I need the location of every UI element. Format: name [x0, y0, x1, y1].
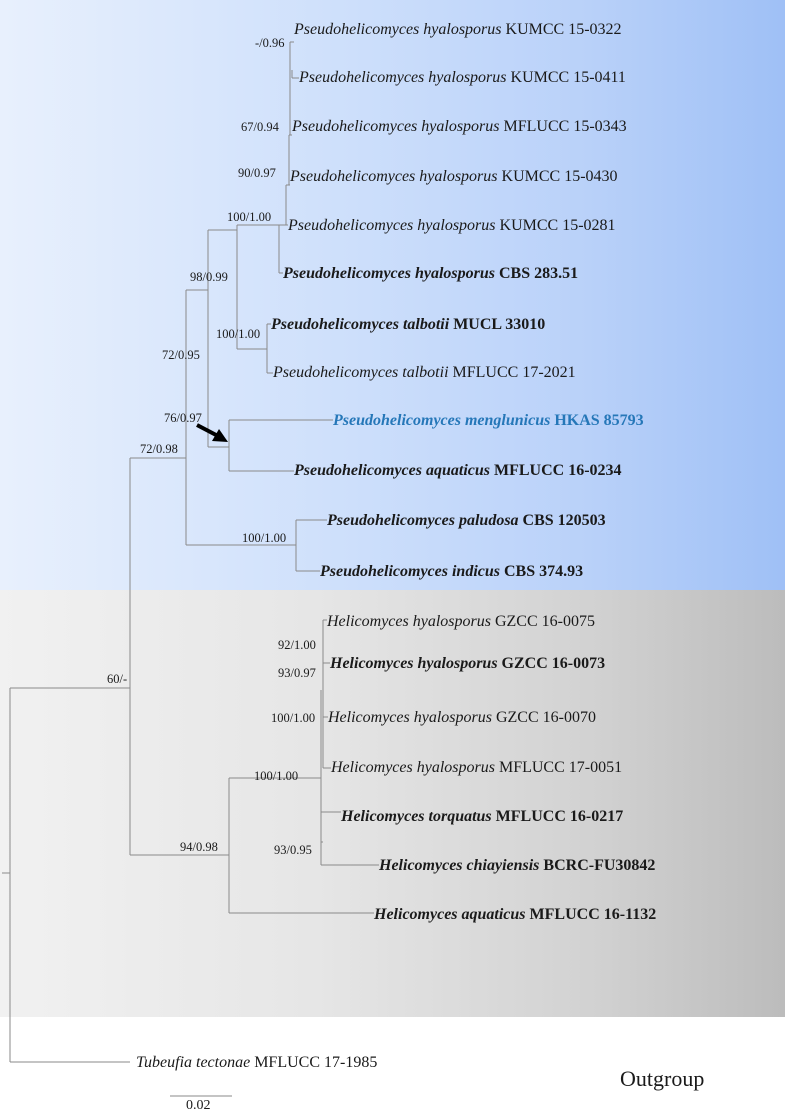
taxon-label: Helicomyces hyalosporus GZCC 16-0073: [330, 655, 606, 672]
support-value: 72/0.98: [140, 442, 178, 456]
taxon-label: Pseudohelicomyces hyalosporus CBS 283.51: [283, 265, 579, 282]
taxon-label: Pseudohelicomyces talbotii MUCL 33010: [271, 316, 546, 333]
taxon-label: Helicomyces torquatus MFLUCC 16-0217: [341, 808, 624, 825]
support-value: 93/0.97: [278, 666, 316, 680]
support-value: 60/-: [107, 672, 128, 686]
support-value: 67/0.94: [241, 120, 279, 134]
support-value: 92/1.00: [278, 638, 316, 652]
support-value: 90/0.97: [238, 166, 276, 180]
taxon-label: Pseudohelicomyces talbotii MFLUCC 17-2021: [273, 364, 576, 381]
support-value: 100/1.00: [271, 711, 316, 725]
support-value: 98/0.99: [190, 270, 228, 284]
taxon-label: Pseudohelicomyces hyalosporus MFLUCC 15-0343: [292, 118, 627, 135]
support-value: 100/1.00: [242, 531, 287, 545]
taxon-label: Pseudohelicomyces indicus CBS 374.93: [320, 563, 584, 580]
taxon-label: Helicomyces hyalosporus MFLUCC 17-0051: [331, 759, 623, 776]
taxon-label: Pseudohelicomyces hyalosporus KUMCC 15-0411: [299, 69, 626, 86]
taxon-label: Pseudohelicomyces aquaticus MFLUCC 16-0234: [294, 462, 622, 479]
support-value: 100/1.00: [227, 210, 272, 224]
support-value: 72/0.95: [162, 348, 200, 362]
taxon-label: Pseudohelicomyces paludosa CBS 120503: [327, 512, 606, 529]
taxon-label: Helicomyces hyalosporus GZCC 16-0075: [327, 613, 595, 630]
support-value: 100/1.00: [216, 327, 261, 341]
scale-bar-label: 0.02: [186, 1098, 211, 1113]
taxon-label: Pseudohelicomyces hyalosporus KUMCC 15-0281: [288, 217, 616, 234]
taxon-label: Helicomyces hyalosporus GZCC 16-0070: [328, 709, 596, 726]
outgroup-label: Outgroup: [620, 1066, 705, 1091]
taxon-label: Helicomyces aquaticus MFLUCC 16-1132: [374, 906, 657, 923]
support-value: 94/0.98: [180, 840, 218, 854]
support-value: 76/0.97: [164, 411, 202, 425]
taxon-label: Helicomyces chiayiensis BCRC-FU30842: [379, 857, 656, 874]
support-value: -/0.96: [255, 36, 285, 50]
support-value: 93/0.95: [274, 843, 312, 857]
taxon-label-new-species: Pseudohelicomyces menglunicus HKAS 85793: [333, 412, 644, 429]
taxon-label: Pseudohelicomyces hyalosporus KUMCC 15-0322: [294, 21, 622, 38]
arrow-icon: [197, 425, 228, 442]
taxon-label-outgroup: Tubeufia tectonae MFLUCC 17-1985: [136, 1054, 378, 1071]
taxon-label: Pseudohelicomyces hyalosporus KUMCC 15-0430: [290, 168, 618, 185]
support-value: 100/1.00: [254, 769, 299, 783]
